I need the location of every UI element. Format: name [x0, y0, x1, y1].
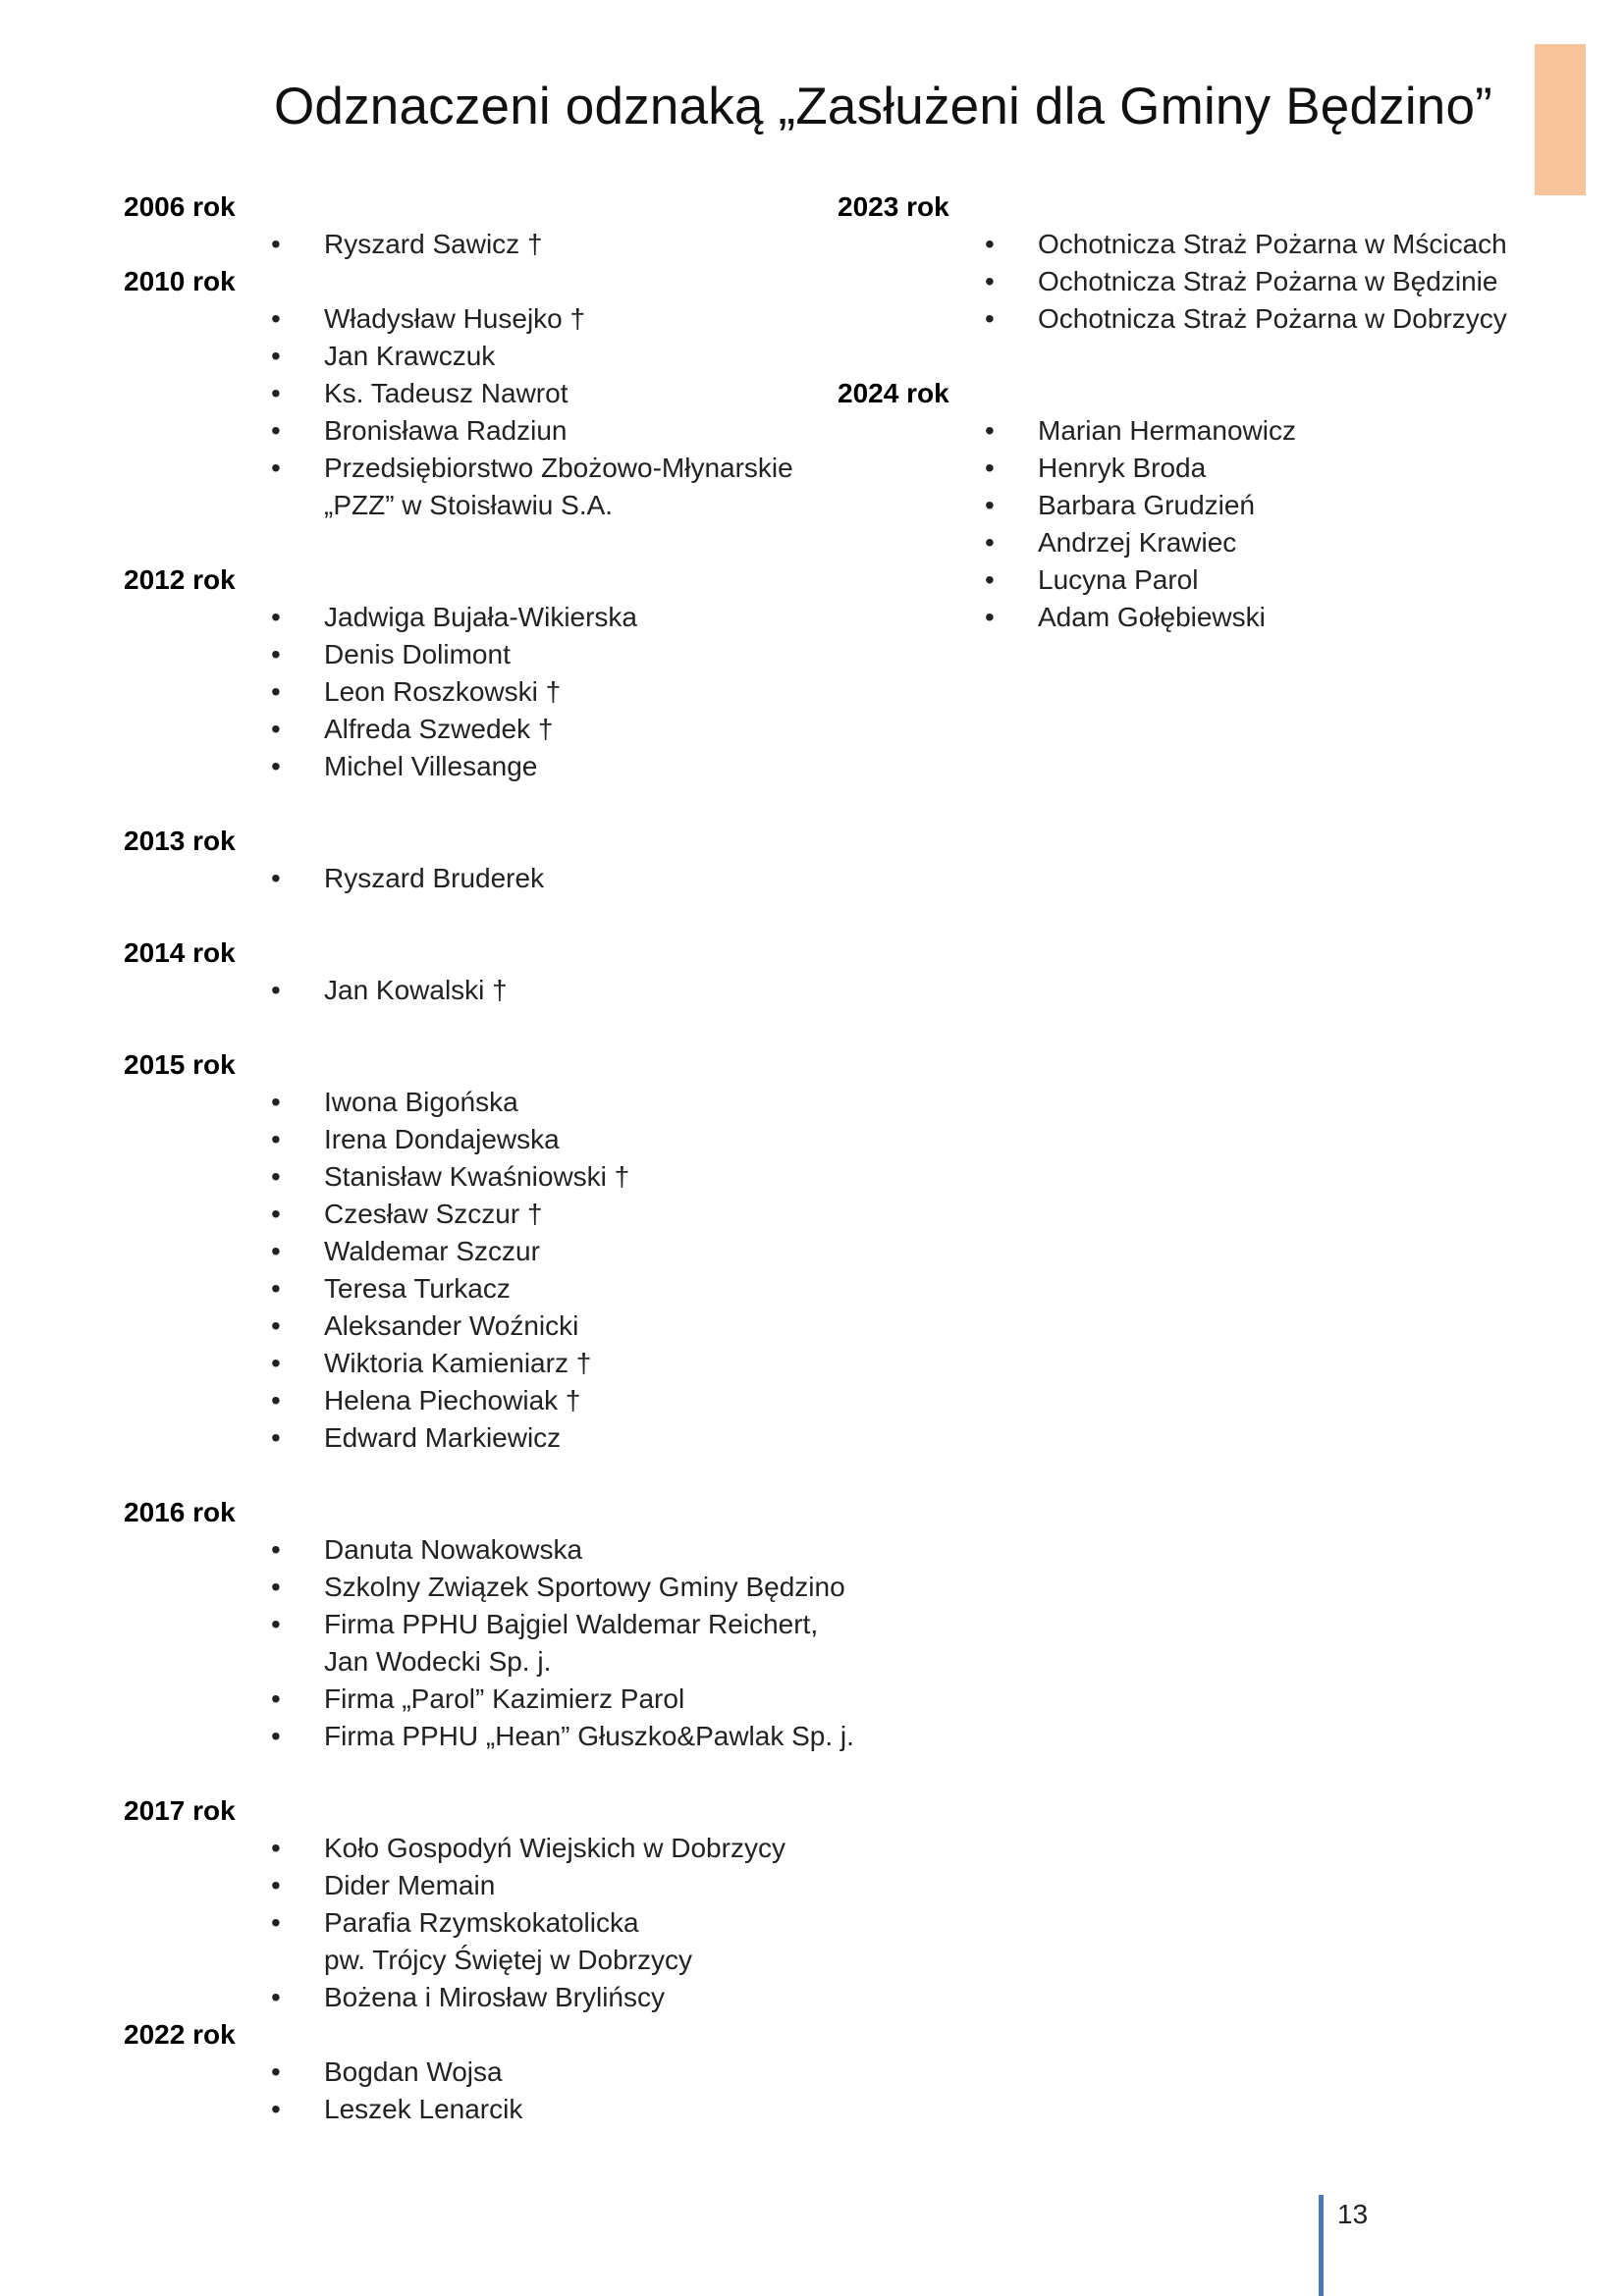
list-item: [124, 711, 870, 748]
bullet-icon: •: [271, 1161, 281, 1192]
recipient-name: Waldemar Szczur: [324, 1236, 540, 1266]
bullet-icon: •: [271, 1721, 281, 1751]
year-group: [124, 1494, 870, 1755]
year-heading: 2012 rok: [124, 564, 236, 595]
recipient-name: Parafia Rzymskokatolicka: [324, 1907, 639, 1938]
bullet-icon: •: [271, 751, 281, 781]
list-item: [838, 524, 1544, 561]
recipient-list: [124, 860, 870, 897]
list-item: [124, 450, 870, 524]
bullet-icon: •: [271, 303, 281, 334]
recipient-name: Leszek Lenarcik: [324, 2094, 523, 2124]
recipient-name: Barbara Grudzień: [1038, 490, 1256, 520]
bullet-icon: •: [271, 1982, 281, 2012]
recipient-name: Andrzej Krawiec: [1038, 527, 1237, 558]
list-item: [124, 226, 870, 263]
recipient-name: Irena Dondajewska: [324, 1124, 560, 1154]
recipient-name: Stanisław Kwaśniowski †: [324, 1161, 630, 1192]
list-item: [124, 1382, 870, 1419]
bullet-icon: •: [271, 2094, 281, 2124]
bullet-icon: •: [271, 453, 281, 483]
recipient-list: [838, 412, 1544, 636]
recipient-name: Leon Roszkowski †: [324, 676, 562, 707]
list-item: [124, 1830, 870, 1867]
bullet-icon: •: [271, 415, 281, 446]
list-item: [124, 673, 870, 711]
list-item: [838, 300, 1544, 338]
list-item: [124, 1681, 870, 1718]
recipient-name: Czesław Szczur †: [324, 1199, 543, 1229]
list-item: [124, 1867, 870, 1904]
bullet-icon: •: [271, 676, 281, 707]
list-item: [124, 972, 870, 1009]
year-group: [838, 375, 1544, 636]
bullet-icon: •: [271, 1683, 281, 1714]
list-item: [124, 748, 870, 785]
recipient-name: Marian Hermanowicz: [1038, 415, 1296, 446]
list-item: [124, 2054, 870, 2091]
list-item: [124, 1084, 870, 1121]
recipient-name: Teresa Turkacz: [324, 1273, 511, 1304]
year-heading: 2022 rok: [124, 2019, 236, 2050]
bullet-icon: •: [271, 1236, 281, 1266]
left-column: [124, 188, 870, 2128]
bullet-icon: •: [985, 602, 995, 632]
year-group: [838, 188, 1544, 338]
bullet-icon: •: [985, 303, 995, 334]
recipient-name: Adam Gołębiewski: [1038, 602, 1266, 632]
year-heading: 2006 rok: [124, 191, 236, 222]
year-group: [124, 1792, 870, 2016]
year-group: [124, 2016, 870, 2128]
recipient-name: Ochotnicza Straż Pożarna w Będzinie: [1038, 266, 1498, 296]
bullet-icon: •: [271, 1534, 281, 1565]
year-group: [124, 561, 870, 785]
recipient-name: Jan Kowalski †: [324, 975, 508, 1005]
recipient-name: Helena Piechowiak †: [324, 1385, 581, 1415]
recipient-list: [124, 599, 870, 785]
list-item: [124, 1531, 870, 1569]
bullet-icon: •: [271, 639, 281, 669]
recipient-name: Alfreda Szwedek †: [324, 714, 554, 744]
recipient-name: Wiktoria Kamieniarz †: [324, 1348, 592, 1378]
recipient-name: Władysław Husejko †: [324, 303, 586, 334]
footer-bar: [1319, 2195, 1324, 2296]
recipient-name: Iwona Bigońska: [324, 1087, 518, 1117]
recipient-name: Ryszard Sawicz †: [324, 229, 543, 259]
recipient-list: [124, 1830, 870, 2016]
list-item: [124, 1419, 870, 1457]
recipient-name: Szkolny Związek Sportowy Gminy Będzino: [324, 1572, 845, 1602]
bullet-icon: •: [985, 266, 995, 296]
list-item: [124, 1979, 870, 2016]
recipient-name: Bogdan Wojsa: [324, 2056, 503, 2087]
year-group: [124, 263, 870, 524]
year-heading: 2010 rok: [124, 266, 236, 296]
list-item: [124, 1569, 870, 1606]
year-group: [124, 934, 870, 1009]
recipient-name: Danuta Nowakowska: [324, 1534, 583, 1565]
year-heading: 2023 rok: [838, 191, 949, 222]
list-item: [124, 412, 870, 450]
list-item: [124, 2091, 870, 2128]
bullet-icon: •: [985, 453, 995, 483]
list-item: [124, 300, 870, 338]
bullet-icon: •: [271, 1310, 281, 1341]
recipient-name: Firma PPHU Bajgiel Waldemar Reichert,: [324, 1609, 819, 1639]
recipient-name: Ryszard Bruderek: [324, 863, 545, 893]
list-item: [838, 599, 1544, 636]
bullet-icon: •: [271, 341, 281, 371]
list-item: [124, 1233, 870, 1270]
bullet-icon: •: [271, 1124, 281, 1154]
year-heading: 2014 rok: [124, 937, 236, 968]
bullet-icon: •: [271, 1609, 281, 1639]
recipient-name: Ks. Tadeusz Nawrot: [324, 378, 568, 408]
bullet-icon: •: [271, 1273, 281, 1304]
recipient-name: Michel Villesange: [324, 751, 538, 781]
page-number: 13: [1337, 2199, 1369, 2229]
recipient-name: Jan Krawczuk: [324, 341, 496, 371]
list-item: [838, 412, 1544, 450]
recipient-name: Edward Markiewicz: [324, 1422, 562, 1453]
list-item: [838, 450, 1544, 487]
bullet-icon: •: [271, 1087, 281, 1117]
list-item: [838, 263, 1544, 300]
recipient-name: Koło Gospodyń Wiejskich w Dobrzycy: [324, 1833, 785, 1863]
recipient-list: [124, 2054, 870, 2128]
recipient-name: Firma PPHU „Hean” Głuszko&Pawlak Sp. j.: [324, 1721, 854, 1751]
list-item: [124, 375, 870, 412]
bullet-icon: •: [271, 1385, 281, 1415]
recipient-name: Bożena i Mirosław Brylińscy: [324, 1982, 665, 2012]
list-item: [124, 1606, 870, 1681]
bullet-icon: •: [271, 1199, 281, 1229]
year-heading: 2013 rok: [124, 826, 236, 856]
recipient-list: [124, 300, 870, 524]
bullet-icon: •: [985, 229, 995, 259]
accent-tab: [1535, 44, 1586, 195]
recipient-list: [124, 1084, 870, 1457]
list-item: [124, 1718, 870, 1755]
recipient-name: Ochotnicza Straż Pożarna w Mścicach: [1038, 229, 1507, 259]
list-item: [124, 1121, 870, 1158]
year-group: [124, 188, 870, 263]
list-item: [124, 1345, 870, 1382]
year-heading: 2017 rok: [124, 1795, 236, 1826]
bullet-icon: •: [271, 229, 281, 259]
bullet-icon: •: [271, 1572, 281, 1602]
bullet-icon: •: [985, 564, 995, 595]
bullet-icon: •: [271, 1907, 281, 1938]
year-heading: 2024 rok: [838, 378, 949, 408]
bullet-icon: •: [985, 527, 995, 558]
list-item: [124, 1196, 870, 1233]
year-heading: 2015 rok: [124, 1049, 236, 1080]
bullet-icon: •: [271, 863, 281, 893]
recipient-name: Henryk Broda: [1038, 453, 1207, 483]
bullet-icon: •: [271, 602, 281, 632]
recipient-list: [838, 226, 1544, 338]
recipient-name: Dider Memain: [324, 1870, 496, 1900]
list-item: [124, 1904, 870, 1979]
list-item: [124, 636, 870, 673]
bullet-icon: •: [985, 490, 995, 520]
list-item: [124, 338, 870, 375]
recipient-name: Lucyna Parol: [1038, 564, 1199, 595]
bullet-icon: •: [271, 2056, 281, 2087]
list-item: [124, 1270, 870, 1308]
bullet-icon: •: [271, 1348, 281, 1378]
year-group: [124, 1046, 870, 1457]
recipient-list: [124, 972, 870, 1009]
recipient-name: Przedsiębiorstwo Zbożowo-Młynarskie: [324, 453, 793, 483]
recipient-name: Denis Dolimont: [324, 639, 511, 669]
recipient-name: Jan Wodecki Sp. j.: [324, 1646, 552, 1677]
list-item: [124, 860, 870, 897]
list-item: [124, 1158, 870, 1196]
recipient-name: Bronisława Radziun: [324, 415, 568, 446]
recipient-name: Ochotnicza Straż Pożarna w Dobrzycy: [1038, 303, 1507, 334]
list-item: [124, 1308, 870, 1345]
year-group: [124, 823, 870, 897]
list-item: [838, 226, 1544, 263]
year-heading: 2016 rok: [124, 1497, 236, 1527]
bullet-icon: •: [271, 378, 281, 408]
list-item: [838, 487, 1544, 524]
bullet-icon: •: [271, 1870, 281, 1900]
bullet-icon: •: [271, 1422, 281, 1453]
recipient-list: [124, 1531, 870, 1755]
recipient-list: [124, 226, 870, 263]
recipient-name: „PZZ” w Stoisławiu S.A.: [324, 490, 614, 520]
bullet-icon: •: [271, 1833, 281, 1863]
recipient-name: pw. Trójcy Świętej w Dobrzycy: [324, 1945, 692, 1975]
recipient-name: Aleksander Woźnicki: [324, 1310, 579, 1341]
bullet-icon: •: [271, 975, 281, 1005]
list-item: [124, 599, 870, 636]
right-column: [838, 188, 1544, 636]
recipient-name: Firma „Parol” Kazimierz Parol: [324, 1683, 685, 1714]
bullet-icon: •: [271, 714, 281, 744]
list-item: [838, 561, 1544, 599]
bullet-icon: •: [985, 415, 995, 446]
recipient-name: Jadwiga Bujała-Wikierska: [324, 602, 638, 632]
page-title: Odznaczeni odznaką „Zasłużeni dla Gminy Będzino”: [274, 78, 1492, 135]
